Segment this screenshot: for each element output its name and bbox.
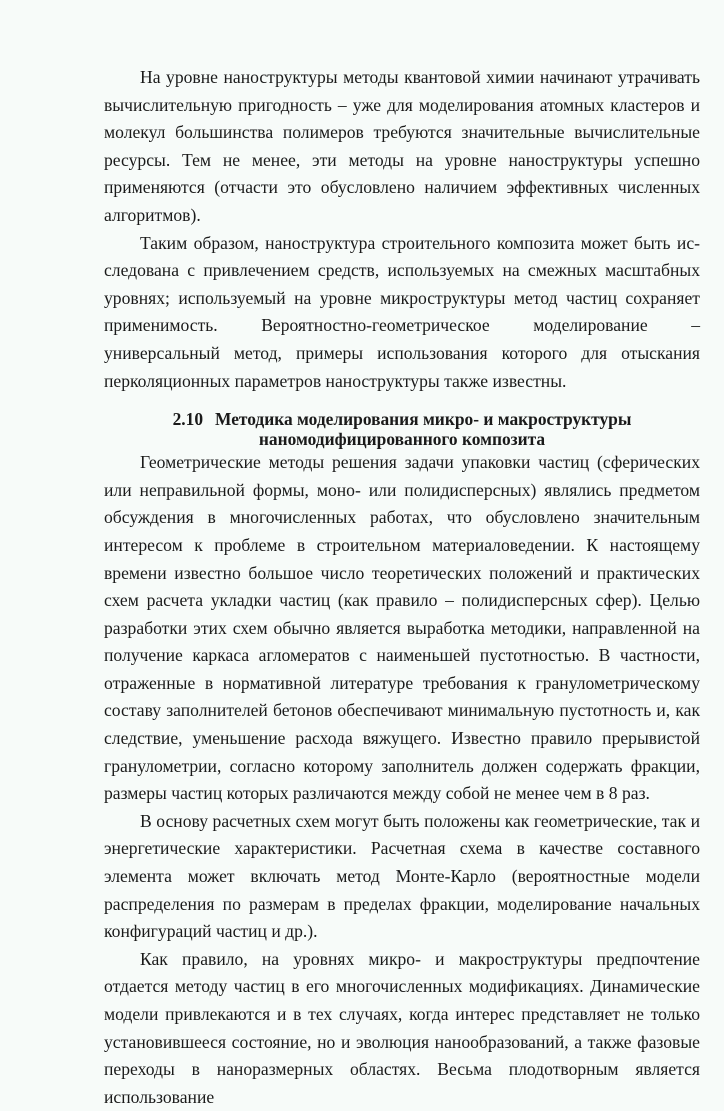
section-title-line2: наномодифицированного композита xyxy=(258,429,546,450)
paragraph-calculation-schemes: В основу расчетных схем могут быть положены как геометрические, так и энергетические характеристики. Расчетная схема в качестве составного элемента может включать метод Монте-Карло (вероятностные модели распределения по размерам в пределах фракции, моделирование начальных конфигураций частиц и др.). xyxy=(104,810,700,942)
section-title-line1: Методика моделирования микро- и макроструктуры xyxy=(215,409,632,430)
paragraph-quantum-chemistry: На уровне наноструктуры методы квантовой химии начинают утрачивать вычислительную пригодность – уже для моделирования атомных кластеров и молекул большинства полимеров требуются значительные вычислительные ресурсы. Тем не менее, эти методы на уровне наноструктуры успешно применяются (отчасти это обусловлено наличием эффективных численных алгоритмов). xyxy=(104,67,700,225)
section-heading xyxy=(104,409,700,449)
paragraph-particle-method: Как правило, на уровнях микро- и макроструктуры предпочтение отдается методу частиц в его многочисленных модификациях. Динамические модели привлекаются и в тех случаях, когда интерес представляет не только установившееся состояние, но и эволюция нанообразований, а также фазовые переходы в наноразмерных областях. Весьма плодотворным является использование xyxy=(104,948,700,1107)
paragraph-geometric-methods: Геометрические методы решения задачи упаковки частиц (сферических или неправильной формы, моно- или полидисперсных) являлись предметом обсуждения в многочисленных работах, что обусловлено значительным интересом к проблеме в строительном материаловедении. К настоящему времени известно большое число теоретических положений и практических схем расчета укладки частиц (как правило – полидисперсных сфер). Целью разработки этих схем обычно является выработка методики, направленной на получение каркаса агломератов с наименьшей пустотностью. В частности, отраженные в нормативной литературе требования к гранулометрическому составу заполнителей бетонов обеспечивают минимальную пустотность и, как следствие, уменьшение расхода вяжущего. Известно правило прерывистой гранулометрии, согласно которому заполнитель должен содержать фракции, размеры частиц которых различаются между собой не менее чем в 8 раз. xyxy=(104,452,700,804)
document-page xyxy=(104,64,700,1111)
section-number: 2.10 xyxy=(172,409,204,430)
paragraph-nanostructure-summary: Таким образом, наноструктура строительного композита может быть исследована с привлечением средств, используемых на смежных масштабных уровнях; используемый на уровне микроструктуры метод частиц сохраняет применимость. Вероятностно-геометрическое моделирование – универсальный метод, примеры использования которого для отыскания перколяционных параметров наноструктуры также известны. xyxy=(104,232,700,391)
